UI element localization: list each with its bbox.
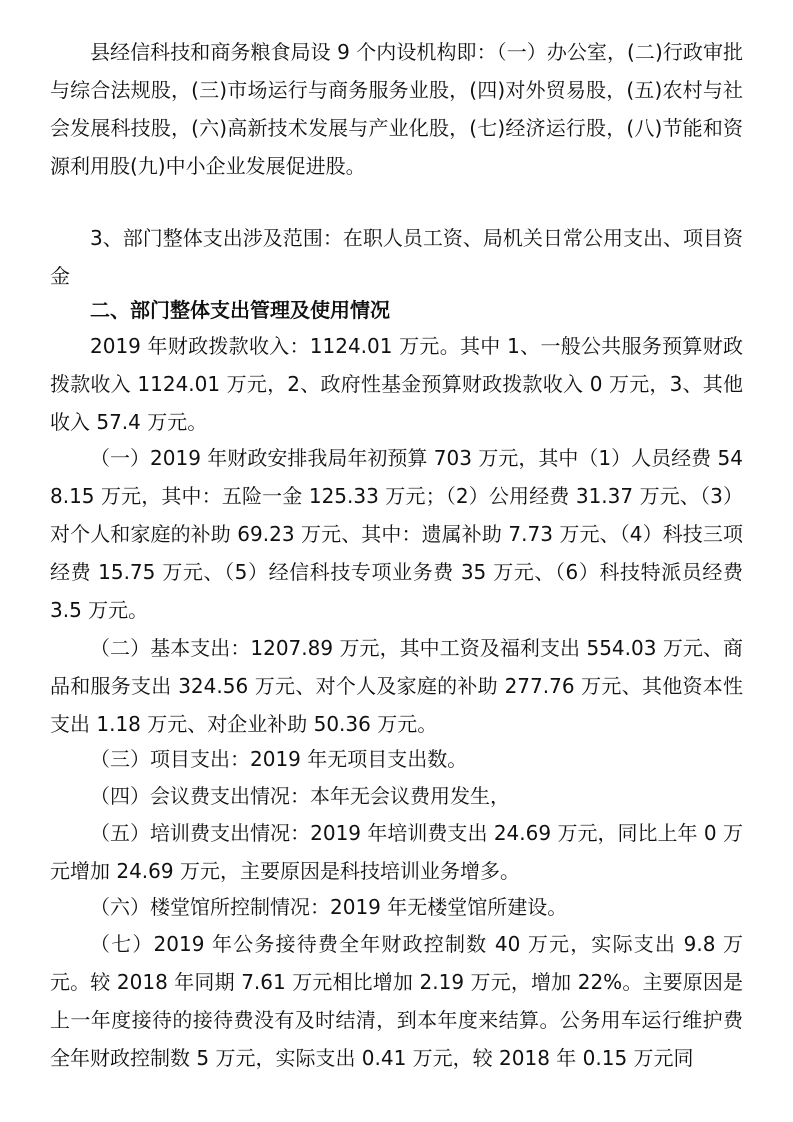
- paragraph-basic-expenditure: （二）基本支出：1207.89 万元，其中工资及福利支出 554.03 万元、商品和服务支出 324.56 万元、对个人及家庭的补助 277.76 万元、其他资本性支出 1.18 万元、对企业补助 50.36 万元。: [50, 636, 743, 736]
- paragraph-expenditure-scope: 3、部门整体支出涉及范围：在职人员工资、局机关日常公用支出、项目资金: [50, 226, 743, 288]
- paragraph-training-expenditure: （五）培训费支出情况：2019 年培训费支出 24.69 万元，同比上年 0 万元增加 24.69 万元，主要原因是科技培训业务增多。: [50, 821, 743, 883]
- paragraph-building-control: （六）楼堂馆所控制情况：2019 年无楼堂馆所建设。: [90, 895, 568, 919]
- section-heading: 二、部门整体支出管理及使用情况: [90, 298, 390, 322]
- paragraph-meeting-expenditure: （四）会议费支出情况：本年无会议费用发生，: [90, 784, 510, 808]
- paragraph-fiscal-income: 2019 年财政拨款收入：1124.01 万元。其中 1、一般公共服务预算财政拨款收入 1124.01 万元，2、政府性基金预算财政拨款收入 0 万元，3、其他收入 57.4 万元。: [50, 334, 743, 434]
- paragraph-initial-budget: （一）2019 年财政安排我局年初预算 703 万元，其中（1）人员经费 548.15 万元，其中：五险一金 125.33 万元；（2）公用经费 31.37 万元、（3）对个人和家庭的补助 69.23 万元、其中：遗属补助 7.73 万元、（4）科技三项经费 15.75 万元、（5）经信科技专项业务费 35 万元、（6）科技特派员经费 3.5 万元。: [50, 446, 743, 622]
- paragraph-internal-departments: 县经信科技和商务粮食局设 9 个内设机构即：（一）办公室，(二)行政审批与综合法规股，(三)市场运行与商务服务业股，(四)对外贸易股，(五)农村与社会发展科技股，(六)高新技术发展与产业化股，(七)经济运行股，(八)节能和资源利用股(九)中小企业发展促进股。: [50, 40, 743, 178]
- paragraph-project-expenditure: （三）项目支出：2019 年无项目支出数。: [90, 747, 468, 771]
- paragraph-reception-expenditure: （七）2019 年公务接待费全年财政控制数 40 万元，实际支出 9.8 万元。较 2018 年同期 7.61 万元相比增加 2.19 万元，增加 22%。主要原因是上一年度接待的接待费没有及时结清，到本年度来结算。公务用车运行维护费全年财政控制数 5 万元，实际支出 0.41 万元，较 2018 年 0.15 万元同: [50, 932, 743, 1070]
